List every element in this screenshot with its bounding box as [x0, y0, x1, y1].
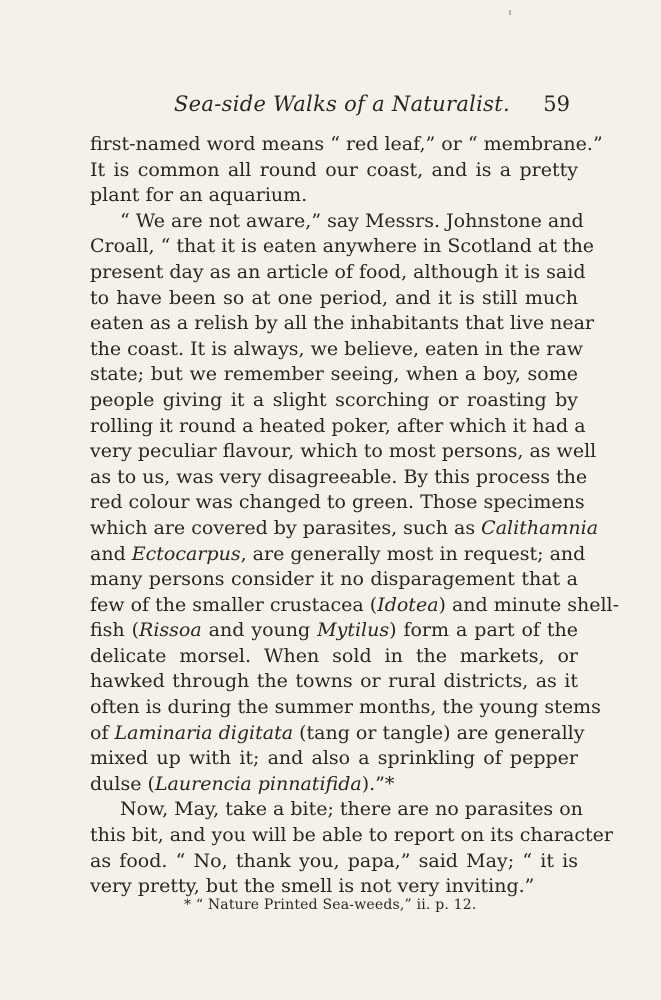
text-line: dulse (Laurencia pinnatifida).”* [90, 772, 395, 795]
latin-name: Laminaria digitata [114, 721, 294, 744]
text-line: hawked through the towns or rural districts, as it [90, 670, 578, 693]
text-line: red colour was changed to green. Those specimens [90, 491, 585, 514]
text-line: which are covered by parasites, such as Calithamnia [90, 516, 599, 539]
latin-name: Laurencia pinnatifida [154, 772, 362, 795]
text-line: few of the smaller crustacea (Idotea) and minute shell- [90, 593, 620, 616]
footnote: * “ Nature Printed Sea-weeds,” ii. p. 12. [184, 897, 477, 913]
text-line: to have been so at one period, and it is still much [90, 286, 578, 309]
text-line: as food. “ No, thank you, papa,” said May; “ it is [90, 849, 578, 872]
text-line: very pretty, but the smell is not very inviting.” [90, 875, 535, 898]
text-line: state; but we remember seeing, when a boy, some [90, 363, 578, 386]
text-line: often is during the summer months, the young stems [90, 696, 601, 719]
latin-name: Idotea [377, 593, 439, 616]
text-line: “ We are not aware,” say Messrs. Johnstone and [120, 209, 584, 232]
body-text [90, 132, 620, 900]
running-head [90, 92, 570, 120]
text-line: present day as an article of food, although it is said [90, 260, 586, 283]
text-line: rolling it round a heated poker, after which it had a [90, 414, 586, 437]
text-line: delicate morsel. When sold in the markets, or [90, 644, 578, 667]
paper-speck [509, 10, 511, 15]
text-line: the coast. It is always, we believe, eaten in the raw [90, 337, 583, 360]
text-line: first-named word means “ red leaf,” or “ membrane.” [90, 133, 603, 155]
text-line: of Laminaria digitata (tang or tangle) are generally [90, 721, 585, 744]
latin-name: Rissoa [139, 619, 202, 642]
latin-name: Mytilus [317, 619, 390, 642]
text-line: many persons consider it no disparagement that a [90, 568, 578, 591]
text-line: fish (Rissoa and young Mytilus) form a part of the [90, 619, 578, 642]
latin-name: Ectocarpus [131, 542, 241, 565]
text-line: people giving it a slight scorching or roasting by [90, 388, 578, 411]
text-line: and Ectocarpus, are generally most in request; and [90, 542, 586, 565]
text-line: this bit, and you will be able to report on its character [90, 824, 613, 847]
page-number: 59 [543, 92, 570, 116]
text-line: Croall, “ that it is eaten anywhere in Scotland at the [90, 235, 595, 258]
running-title: Sea-side Walks of a Naturalist. [174, 92, 510, 116]
text-line: mixed up with it; and also a sprinkling of pepper [90, 747, 578, 770]
latin-name: Calithamnia [481, 516, 599, 539]
text-line: very peculiar flavour, which to most persons, as well [90, 440, 597, 463]
text-line: as to us, was very disagreeable. By this process the [90, 465, 588, 488]
text-line: eaten as a relish by all the inhabitants that live near [90, 312, 595, 335]
text-line: Now, May, take a bite; there are no parasites on [120, 798, 583, 821]
text-line: plant for an aquarium. [90, 184, 308, 207]
text-line: It is common all round our coast, and is a pretty [90, 158, 578, 181]
